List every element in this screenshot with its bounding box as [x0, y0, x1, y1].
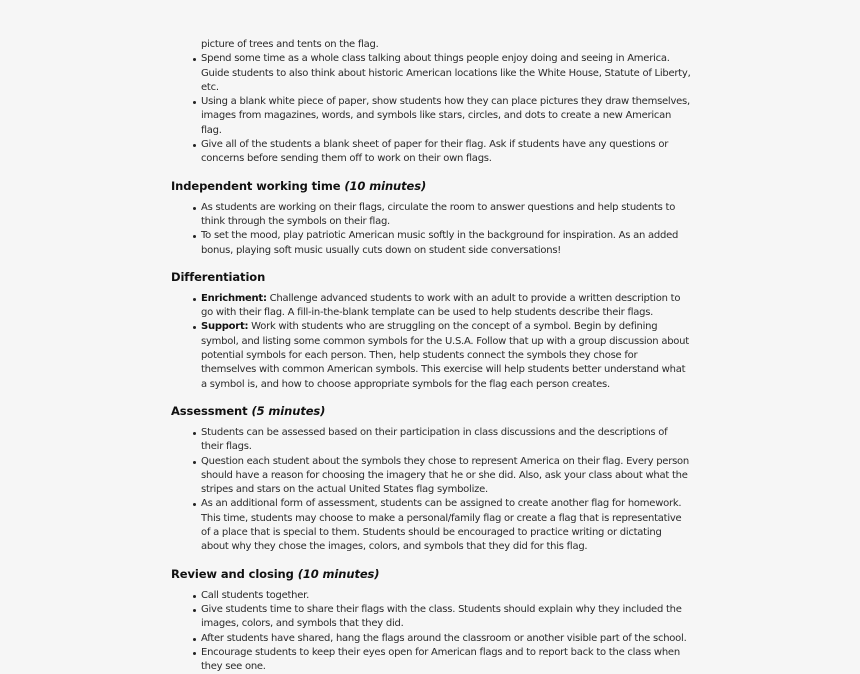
enrichment-label: Enrichment: — [201, 292, 267, 304]
list-item: After students have shared, hang the flags around the classroom or another visible part of the school. — [201, 632, 691, 646]
independent-working-time-list — [171, 201, 691, 258]
list-item: Call students together. — [201, 589, 691, 603]
section-heading-assessment: Assessment (5 minutes) — [171, 403, 326, 418]
list-item: Spend some time as a whole class talking about things people enjoy doing and seeing in America. Guide students to also think about historic American locations like the White House, Statute of Liberty, etc. — [201, 52, 691, 95]
list-item: Give all of the students a blank sheet of paper for their flag. Ask if students have any questions or concerns before sending them off to work on their own flags. — [201, 138, 691, 167]
list-item: Using a blank white piece of paper, show students how they can place pictures they draw themselves, images from magazines, words, and symbols like stars, circles, and dots to create a new American flag. — [201, 95, 691, 138]
section-heading-review-and-closing: Review and closing (10 minutes) — [171, 566, 380, 581]
list-item-support: Support: Work with students who are struggling on the concept of a symbol. Begin by defining symbol, and listing some common symbols for the U.S.A. Follow that up with a group discussion about potential symbols for each person. Then, help students connect the symbols they chose for themselves with common American symbols. This exercise will help students better understand what a symbol is, and how to choose appropriate symbols for the flag each person creates. — [201, 320, 691, 391]
list-item: Students can be assessed based on their participation in class discussions and the descriptions of their flags. — [201, 426, 691, 455]
duration-label: (10 minutes) — [344, 178, 427, 193]
differentiation-list — [171, 292, 691, 392]
list-item: Give students time to share their flags with the class. Students should explain why they included the images, colors, and symbols that they did. — [201, 603, 691, 632]
list-item: As an additional form of assessment, students can be assigned to create another flag for homework. This time, students may choose to make a personal/family flag or create a flag that is representative of a place that is special to them. Students should be encouraged to practice writing or dictating about why they chose the images, colors, and symbols that they did for this flag. — [201, 497, 691, 554]
list-item: Question each student about the symbols they chose to represent America on their flag. Every person should have a reason for choosing the imagery that he or she did. Also, ask your class about what the stripes and stars on the actual United States flag symbolize. — [201, 455, 691, 498]
duration-label: (10 minutes) — [297, 566, 380, 581]
continued-text: picture of trees and tents on the flag. — [201, 39, 379, 50]
duration-label: (5 minutes) — [251, 403, 326, 418]
list-item: To set the mood, play patriotic American music softly in the background for inspiration. As an added bonus, playing soft music usually cuts down on student side conversations! — [201, 229, 691, 258]
list-item: Encourage students to keep their eyes open for American flags and to report back to the class when they see one. — [201, 646, 691, 674]
list-item-enrichment: Enrichment: Challenge advanced students to work with an adult to provide a written description to go with their flag. A fill-in-the-blank template can be used to help students describe their flags. — [201, 292, 691, 321]
section-heading-independent-working-time: Independent working time (10 minutes) — [171, 178, 427, 193]
lesson-plan-content — [171, 38, 691, 674]
assessment-list — [171, 426, 691, 555]
review-and-closing-list — [171, 589, 691, 674]
list-item: As students are working on their flags, circulate the room to answer questions and help students to think through the symbols on their flag. — [201, 201, 691, 230]
support-label: Support: — [201, 321, 249, 333]
continued-list — [171, 52, 691, 166]
section-heading-differentiation: Differentiation — [171, 269, 266, 284]
